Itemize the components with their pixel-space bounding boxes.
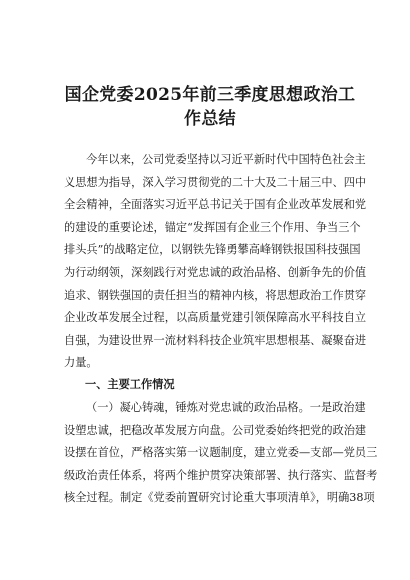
work-paragraph: [64, 397, 378, 510]
paragraph-line: 义思想为指导，深入学习贯彻党的二十大及二十届三中、四中: [64, 175, 367, 189]
paragraph-line: 企业改革发展全过程，以高质量党建引领保障高水平科技自立: [64, 311, 367, 325]
intro-paragraph: [64, 149, 367, 375]
title-line: 国企党委2025年前三季度思想政治工: [64, 85, 356, 105]
paragraph-line: 今年以来，公司党委坚持以习近平新时代中国特色社会主: [86, 153, 366, 166]
paragraph-line: 设塑忠诚，把稳改革发展方向盘。公司党委始终把党的政治建: [64, 423, 367, 437]
document-title: [60, 83, 360, 131]
paragraph-line: 设摆在首位，严格落实第一议题制度，建立党委—支部—党员三: [64, 446, 378, 460]
paragraph-line: 为行动纲领，深刻践行对党忠诚的政治品格、创新争先的价值: [64, 265, 367, 279]
paragraph-line: 力量。: [64, 356, 98, 370]
paragraph-line: 排头兵”的战略定位，以钢铁先锋勇攀高峰钢铁报国科技强国: [64, 243, 361, 257]
paragraph-line: 的建设的重要论述，锚定“发挥国有企业三个作用、争当三个: [64, 220, 361, 234]
title-line: 作总结: [184, 109, 236, 129]
paragraph-line: 级政治责任体系，将两个维护贯穿决策部署、执行落实、监督考: [64, 468, 378, 482]
paragraph-line: 核全过程。制定《党委前置研究讨论重大事项清单》，明确38项: [64, 491, 375, 505]
section-heading: 一、主要工作情况: [85, 378, 175, 391]
paragraph-line: 追求、钢铁强国的责任担当的精神内核，将思想政治工作贯穿: [64, 288, 367, 302]
paragraph-line: 全会精神，全面落实习近平总书记关于国有企业改革发展和党: [64, 198, 367, 212]
paragraph-line: （一）凝心铸魂，锤炼对党忠诚的政治品格。一是政治建: [86, 401, 366, 414]
paragraph-line: 自强，为建设世界一流材料科技企业筑牢思想根基、凝聚奋进: [64, 333, 367, 347]
